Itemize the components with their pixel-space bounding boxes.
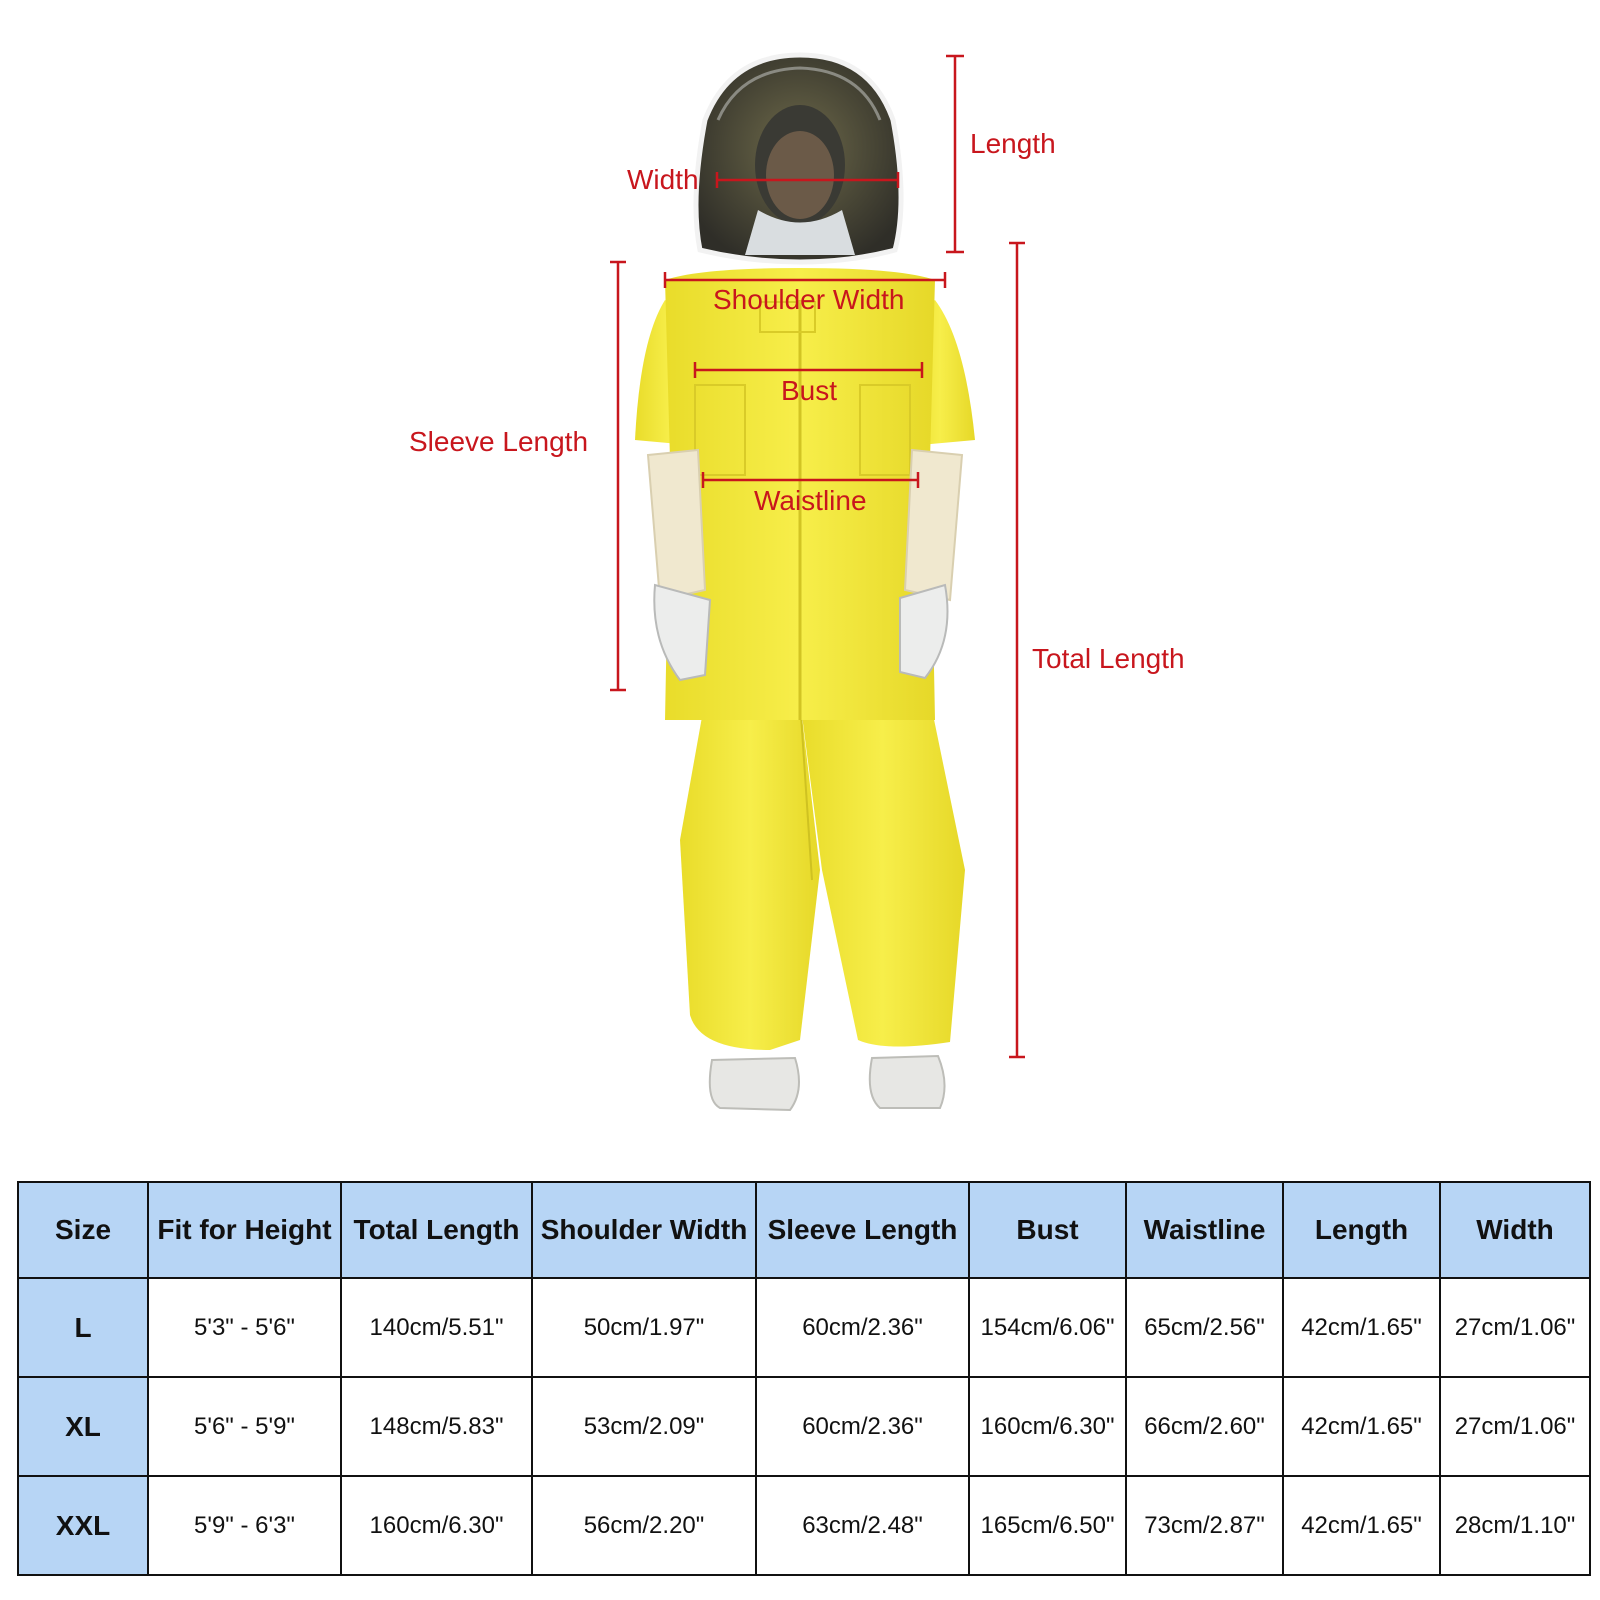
width-label: Width [627,164,699,195]
table-cell: 160cm/6.30" [969,1377,1126,1476]
table-cell: 165cm/6.50" [969,1476,1126,1575]
table-cell: 27cm/1.06" [1440,1278,1590,1377]
table-cell: 53cm/2.09" [532,1377,756,1476]
table-cell: 60cm/2.36" [756,1377,969,1476]
table-row [18,1377,1590,1476]
header-shoulder-width: Shoulder Width [532,1182,756,1278]
size-cell: XXL [18,1476,148,1575]
suit-legs [680,700,965,1050]
table-cell: 42cm/1.65" [1283,1476,1440,1575]
header-size: Size [18,1182,148,1278]
table-cell: 160cm/6.30" [341,1476,532,1575]
table-cell: 140cm/5.51" [341,1278,532,1377]
table-cell: 73cm/2.87" [1126,1476,1283,1575]
table-cell: 5'3" - 5'6" [148,1278,341,1377]
table-cell: 5'9" - 6'3" [148,1476,341,1575]
waistline-label: Waistline [754,485,867,516]
table-cell: 27cm/1.06" [1440,1377,1590,1476]
size-chart-table [17,1181,1591,1576]
table-cell: 28cm/1.10" [1440,1476,1590,1575]
table-cell: 56cm/2.20" [532,1476,756,1575]
table-cell: 50cm/1.97" [532,1278,756,1377]
header-total-length: Total Length [341,1182,532,1278]
length-label: Length [970,128,1056,159]
size-cell: XL [18,1377,148,1476]
table-cell: 42cm/1.65" [1283,1377,1440,1476]
sleeve-length-label: Sleeve Length [409,426,589,457]
table-cell: 5'6" - 5'9" [148,1377,341,1476]
table-header-row [18,1182,1590,1278]
table-cell: 154cm/6.06" [969,1278,1126,1377]
header-sleeve-length: Sleeve Length [756,1182,969,1278]
header-length: Length [1283,1182,1440,1278]
table-row [18,1278,1590,1377]
table-cell: 60cm/2.36" [756,1278,969,1377]
table-cell: 42cm/1.65" [1283,1278,1440,1377]
veil-hood [696,55,901,262]
table-row [18,1476,1590,1575]
bust-label: Bust [781,375,838,406]
header-bust: Bust [969,1182,1126,1278]
size-cell: L [18,1278,148,1377]
header-waistline: Waistline [1126,1182,1283,1278]
table-cell: 63cm/2.48" [756,1476,969,1575]
total-length-label: Total Length [1032,643,1185,674]
shoes [710,1056,945,1110]
header-width: Width [1440,1182,1590,1278]
table-cell: 65cm/2.56" [1126,1278,1283,1377]
shoulder-width-label: Shoulder Width [713,284,905,315]
table-cell: 66cm/2.60" [1126,1377,1283,1476]
table-cell: 148cm/5.83" [341,1377,532,1476]
header-fit-for-height: Fit for Height [148,1182,341,1278]
